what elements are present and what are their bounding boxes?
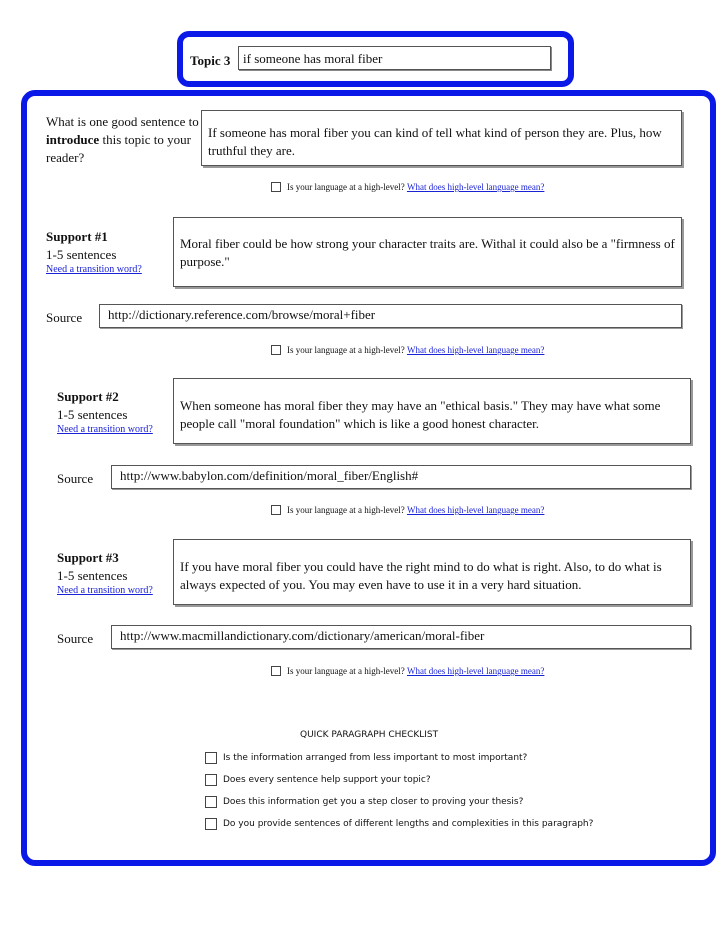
support-1-source-input[interactable]: http://dictionary.reference.com/browse/moral+fiber (99, 304, 682, 328)
high-level-language-link[interactable]: What does high-level language mean? (406, 182, 545, 192)
support-1-answer-field[interactable]: Moral fiber could be how strong your character traits are. Withal it could also be a "firmness of purpose." (173, 217, 682, 287)
checklist-item-4 (205, 818, 593, 830)
support-2-subtitle: 1-5 sentences (57, 407, 128, 422)
checklist-checkbox[interactable] (205, 774, 217, 786)
support-3-title: Support #3 (57, 550, 119, 565)
support-3-subtitle: 1-5 sentences (57, 568, 128, 583)
checklist-item-text: Does this information get you a step closer to proving your thesis? (223, 797, 524, 807)
intro-question-part1: What is one good sentence to (46, 114, 199, 129)
checklist-item-3 (205, 796, 523, 808)
support-1-heading (46, 228, 171, 275)
language-check-3 (271, 505, 544, 515)
checklist-title: QUICK PARAGRAPH CHECKLIST (300, 730, 439, 740)
checklist-checkbox[interactable] (205, 796, 217, 808)
high-level-language-link[interactable]: What does high-level language mean? (406, 505, 545, 515)
intro-question (46, 113, 202, 167)
checklist-checkbox[interactable] (205, 752, 217, 764)
support-2-heading (57, 388, 175, 435)
support-1-title: Support #1 (46, 229, 108, 244)
intro-answer-field[interactable]: If someone has moral fiber you can kind of tell what kind of person they are. Plus, how truthful they are. (201, 110, 682, 166)
language-check-text: Is your language at a high-level? (287, 666, 405, 676)
topic-label: Topic 3 (190, 53, 231, 68)
language-checkbox[interactable] (271, 666, 281, 676)
language-check-2 (271, 345, 544, 355)
language-checkbox[interactable] (271, 182, 281, 192)
language-checkbox[interactable] (271, 505, 281, 515)
support-3-answer-field[interactable]: If you have moral fiber you could have the right mind to do what is right. Also, to do what is always expected of you. You may even have to use it in a very hard situation. (173, 539, 691, 605)
language-check-text: Is your language at a high-level? (287, 505, 405, 515)
support-1-transition-link[interactable]: Need a transition word? (46, 264, 142, 275)
intro-question-part2: this topic to your reader? (46, 132, 191, 165)
language-check-1 (271, 182, 544, 192)
topic-input[interactable]: if someone has moral fiber (238, 46, 551, 70)
language-check-text: Is your language at a high-level? (287, 182, 405, 192)
support-2-transition-link[interactable]: Need a transition word? (57, 424, 153, 435)
checklist-item-1 (205, 752, 527, 764)
support-2-answer-field[interactable]: When someone has moral fiber they may have an "ethical basis." They may have what some people call "moral foundation" which is like a good honest character. (173, 378, 691, 444)
checklist-checkbox[interactable] (205, 818, 217, 830)
checklist-item-2 (205, 774, 431, 786)
language-check-4 (271, 666, 544, 676)
support-1-source-label: Source (46, 310, 83, 325)
support-3-heading (57, 549, 175, 596)
support-3-transition-link[interactable]: Need a transition word? (57, 585, 153, 596)
high-level-language-link[interactable]: What does high-level language mean? (406, 666, 545, 676)
checklist-item-text: Does every sentence help support your topic? (223, 775, 431, 785)
support-3-source-input[interactable]: http://www.macmillandictionary.com/dictionary/american/moral-fiber (111, 625, 691, 649)
checklist-item-text: Do you provide sentences of different lengths and complexities in this paragraph? (223, 819, 594, 829)
support-3-source-label: Source (57, 631, 94, 646)
support-1-subtitle: 1-5 sentences (46, 247, 117, 262)
language-check-text: Is your language at a high-level? (287, 345, 405, 355)
support-2-title: Support #2 (57, 389, 119, 404)
support-2-source-input[interactable]: http://www.babylon.com/definition/moral_fiber/English# (111, 465, 691, 489)
high-level-language-link[interactable]: What does high-level language mean? (406, 345, 545, 355)
language-checkbox[interactable] (271, 345, 281, 355)
checklist-item-text: Is the information arranged from less important to most important? (223, 753, 528, 763)
support-2-source-label: Source (57, 471, 94, 486)
intro-question-bold: introduce (46, 132, 100, 147)
